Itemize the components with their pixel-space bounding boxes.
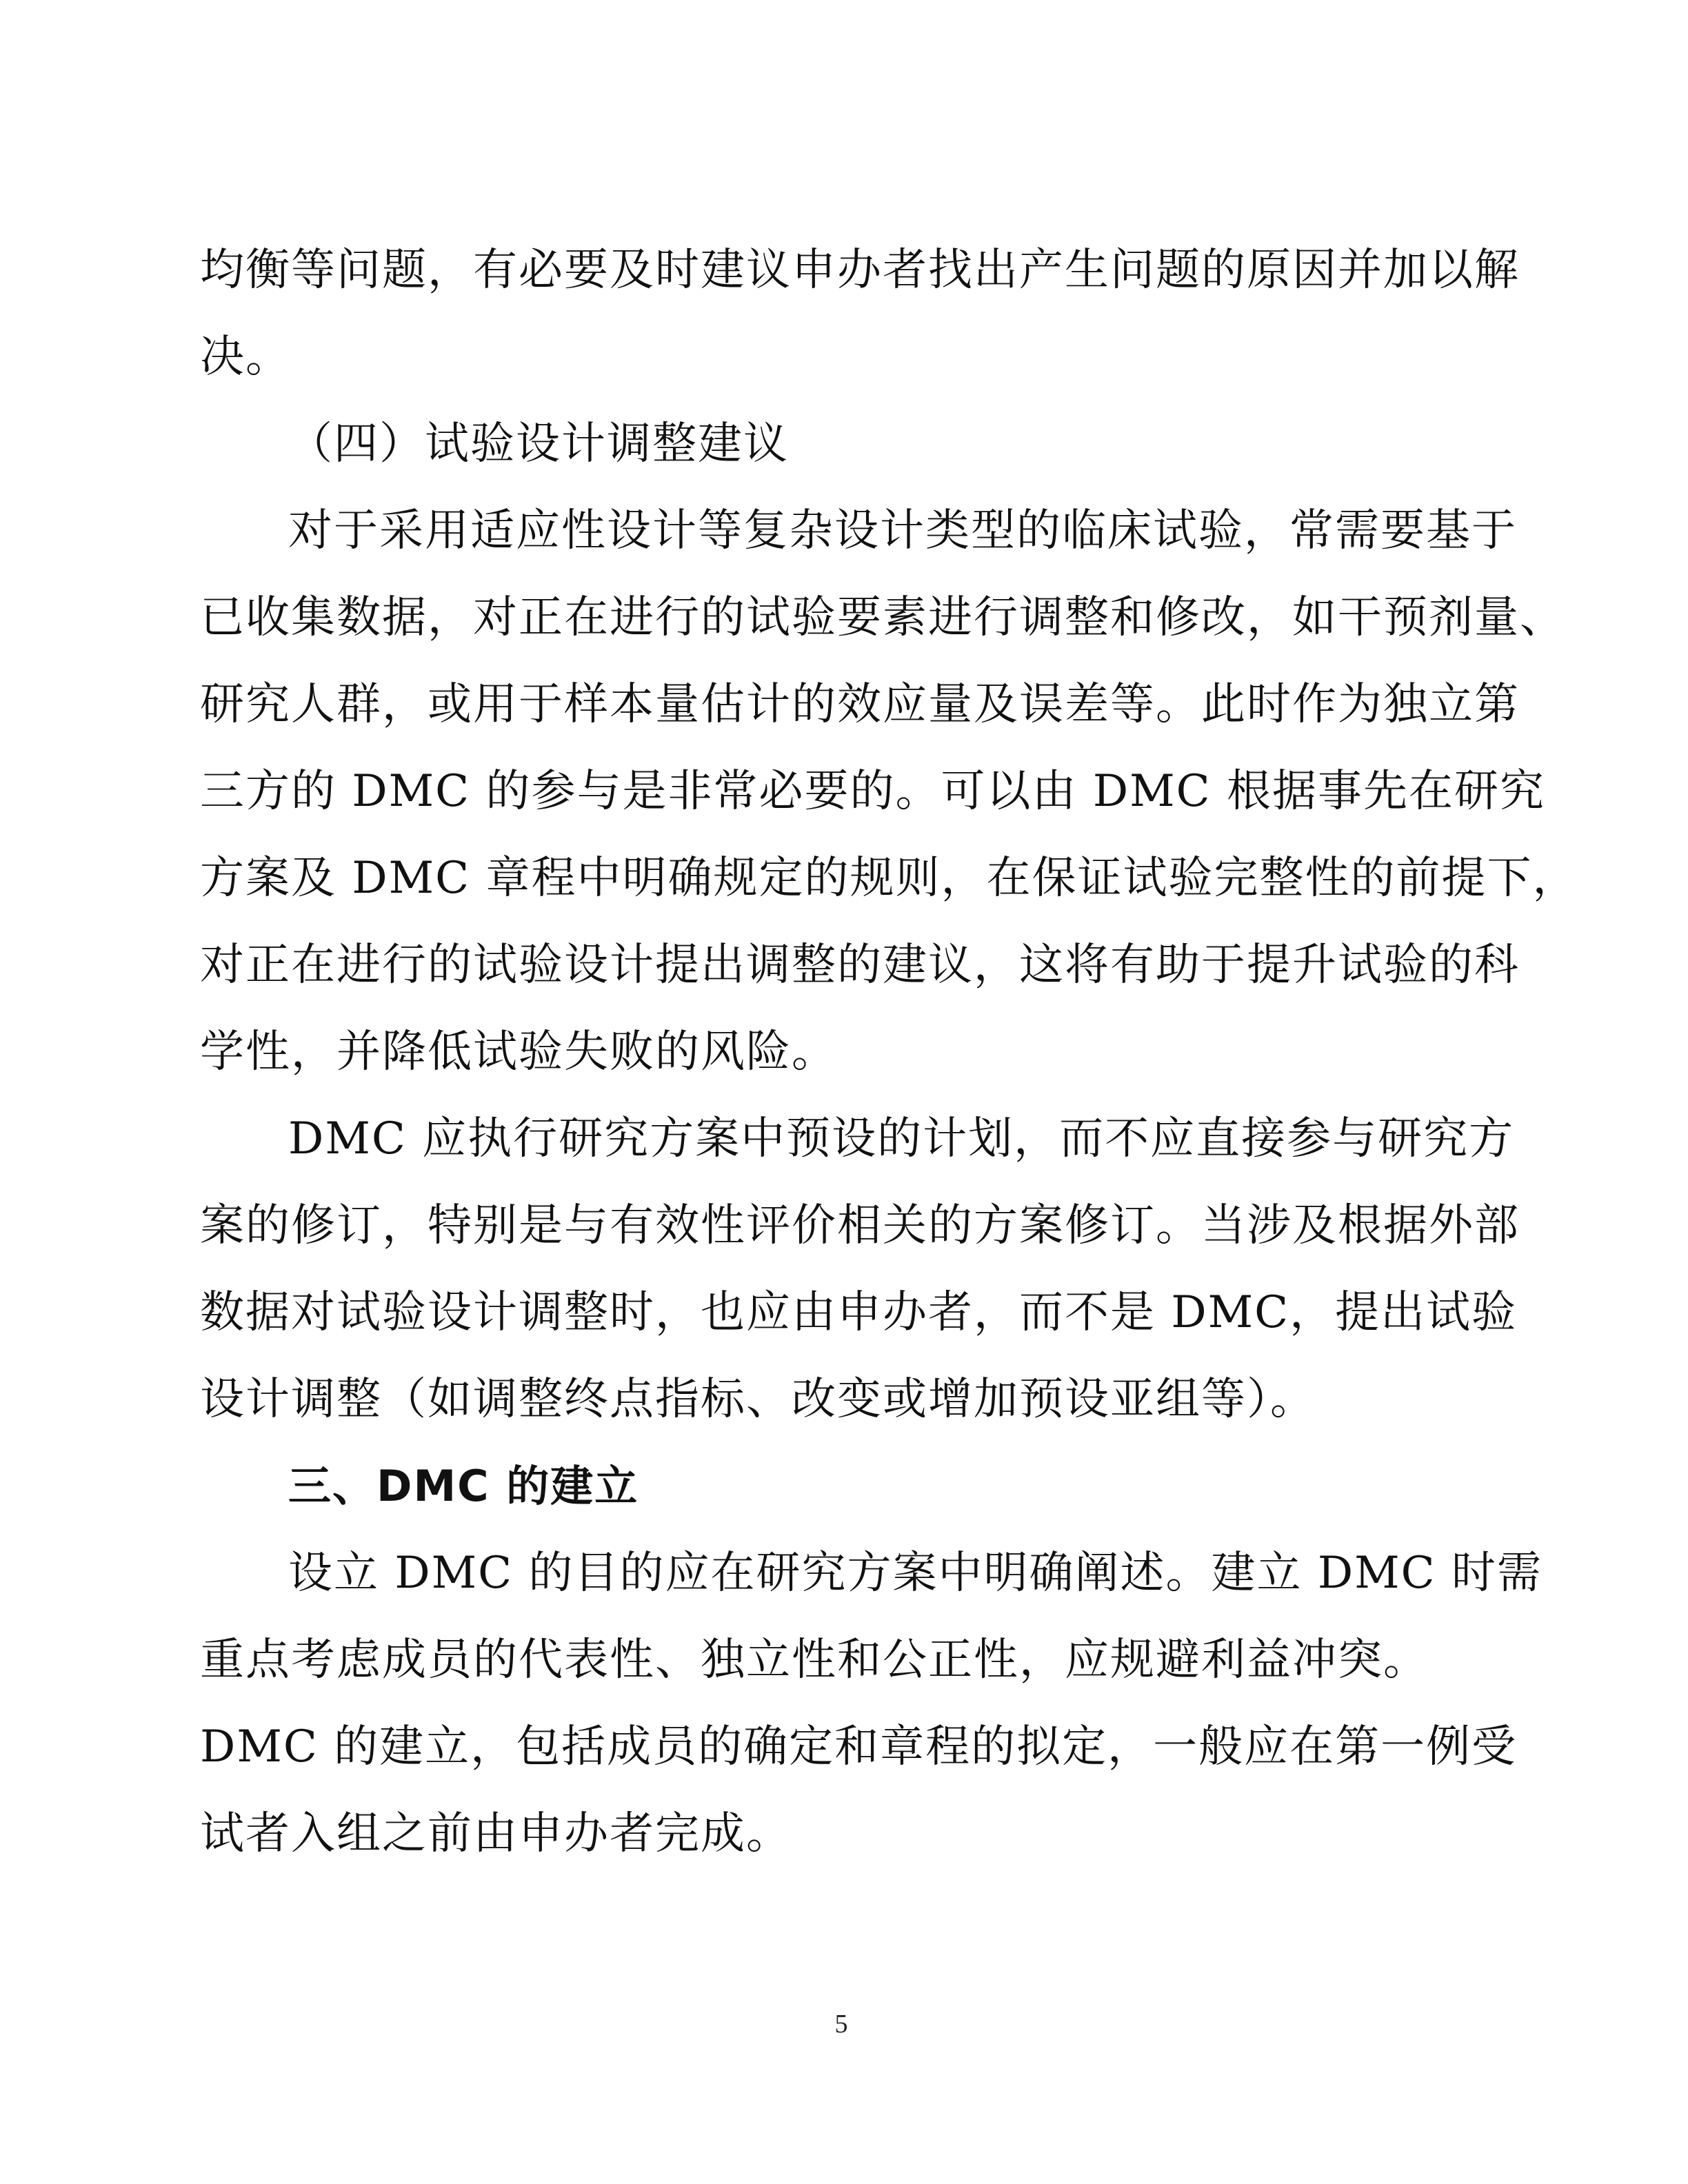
paragraph-line: 对正在进行的试验设计提出调整的建议，这将有助于提升试验的科: [200, 940, 1520, 991]
paragraph-line: 学性，并降低试验失败的风险。: [200, 1027, 837, 1078]
paragraph-line: DMC 应执行研究方案中预设的计划，而不应直接参与研究方: [288, 1113, 1515, 1164]
section-heading-dmc-establishment: 三、DMC 的建立: [288, 1461, 639, 1511]
paragraph-line: 对于采用适应性设计等复杂设计类型的临床试验，常需要基于: [288, 505, 1517, 556]
paragraph-line: 数据对试验设计调整时，也应由申办者，而不是 DMC，提出试验: [200, 1287, 1518, 1338]
paragraph-line: 案的修订，特别是与有效性评价相关的方案修订。当涉及根据外部: [200, 1200, 1520, 1251]
paragraph-line: 三方的 DMC 的参与是非常必要的。可以由 DMC 根据事先在研究: [200, 766, 1545, 817]
paragraph-line: 决。: [200, 332, 291, 383]
paragraph-line: 已收集数据，对正在进行的试验要素进行调整和修改，如干预剂量、: [200, 592, 1565, 643]
paragraph-line: 设计调整（如调整终点指标、改变或增加预设亚组等）。: [200, 1374, 1316, 1425]
page-number: 5: [834, 2010, 848, 2039]
paragraph-line: 设立 DMC 的目的应在研究方案中明确阐述。建立 DMC 时需: [288, 1548, 1543, 1599]
paragraph-line: 试者入组之前由申办者完成。: [200, 1808, 792, 1859]
section-heading-trial-design-adjustment: （四）试验设计调整建议: [288, 418, 789, 469]
paragraph-line: 均衡等问题，有必要及时建议申办者找出产生问题的原因并加以解: [200, 245, 1520, 296]
paragraph-line: 研究人群，或用于样本量估计的效应量及误差等。此时作为独立第: [200, 679, 1520, 730]
paragraph-line: 方案及 DMC 章程中明确规定的规则，在保证试验完整性的前提下，: [200, 853, 1578, 904]
paragraph-line: DMC 的建立，包括成员的确定和章程的拟定，一般应在第一例受: [200, 1721, 1518, 1772]
paragraph-line: 重点考虑成员的代表性、独立性和公正性，应规避利益冲突。: [200, 1635, 1429, 1686]
